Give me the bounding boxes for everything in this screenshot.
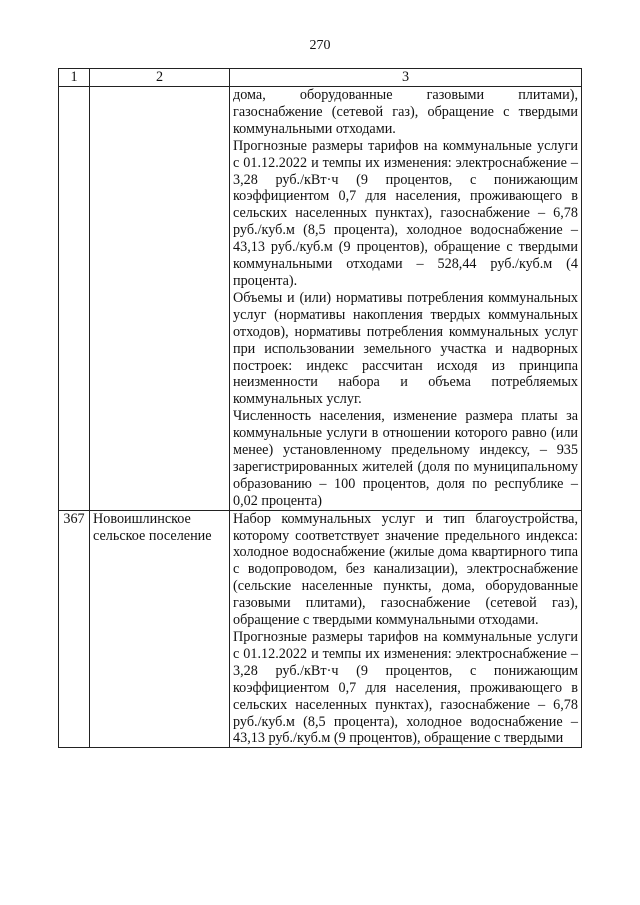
table-header-row [59,69,582,87]
column-header-2: 2 [90,69,230,87]
paragraph: Объемы и (или) нормативы потребления коммунальных услуг (нормативы накопления твердых коммунальных отходов), нормативы потребления коммунальных услуг при использовании земельного участка и надворных построек: индекс рассчитан исходя из принципа неизменности набора и объема потребляемых коммунальных услуг. [233,289,578,408]
column-header-3: 3 [230,69,582,87]
municipality-name: Новоишлинское сельское поселение [90,510,230,748]
row-content [230,87,582,511]
municipality-name [90,87,230,511]
row-number [59,87,90,511]
paragraph: Численность населения, изменение размера платы за коммунальные услуги в отношении которого равно (или менее) установленному предельному индексу, – 935 зарегистрированных жителей (доля по муниципальному образованию – 100 процентов, доля по республике – 0,02 процента) [233,408,578,509]
row-content [230,510,582,748]
row-number: 367 [59,510,90,748]
column-header-1: 1 [59,69,90,87]
table-row [59,87,582,511]
paragraph: Прогнозные размеры тарифов на коммунальные услуги с 01.12.2022 и темпы их изменения: электроснабжение – 3,28 руб./кВт·ч (9 процентов, с понижающим коэффициентом 0,7 для населения, проживающего в сельских населенных пунктах), газоснабжение – 6,78 руб./куб.м (8,5 процента), холодное водоснабжение – 43,13 руб./куб.м (9 процентов), обращение с твердыми коммунальными отходами – 528,44 руб./куб.м (4 процента). [233,137,578,289]
table-row [59,510,582,748]
paragraph: дома, оборудованные газовыми плитами), газоснабжение (сетевой газ), обращение с твердыми коммунальными отходами. [233,87,578,137]
page-number: 270 [309,38,331,53]
paragraph: Прогнозные размеры тарифов на коммунальные услуги с 01.12.2022 и темпы их изменения: электроснабжение – 3,28 руб./кВт·ч (9 процентов, с понижающим коэффициентом 0,7 для населения, проживающего в сельских населенных пунктах), газоснабжение – 6,78 руб./куб.м (8,5 процента), холодное водоснабжение – 43,13 руб./куб.м (9 процентов), обращение с твердыми [233,629,578,747]
paragraph: Набор коммунальных услуг и тип благоустройства, которому соответствует значение предельного индекса: холодное водоснабжение (жилые дома квартирного типа с водопроводом, без канализации), электроснабжение (сельские населенные пункты, дома, оборудованные газовыми плитами), газоснабжение (сетевой газ), обращение с твердыми коммунальными отходами. [233,510,578,629]
tariff-table [58,68,582,748]
